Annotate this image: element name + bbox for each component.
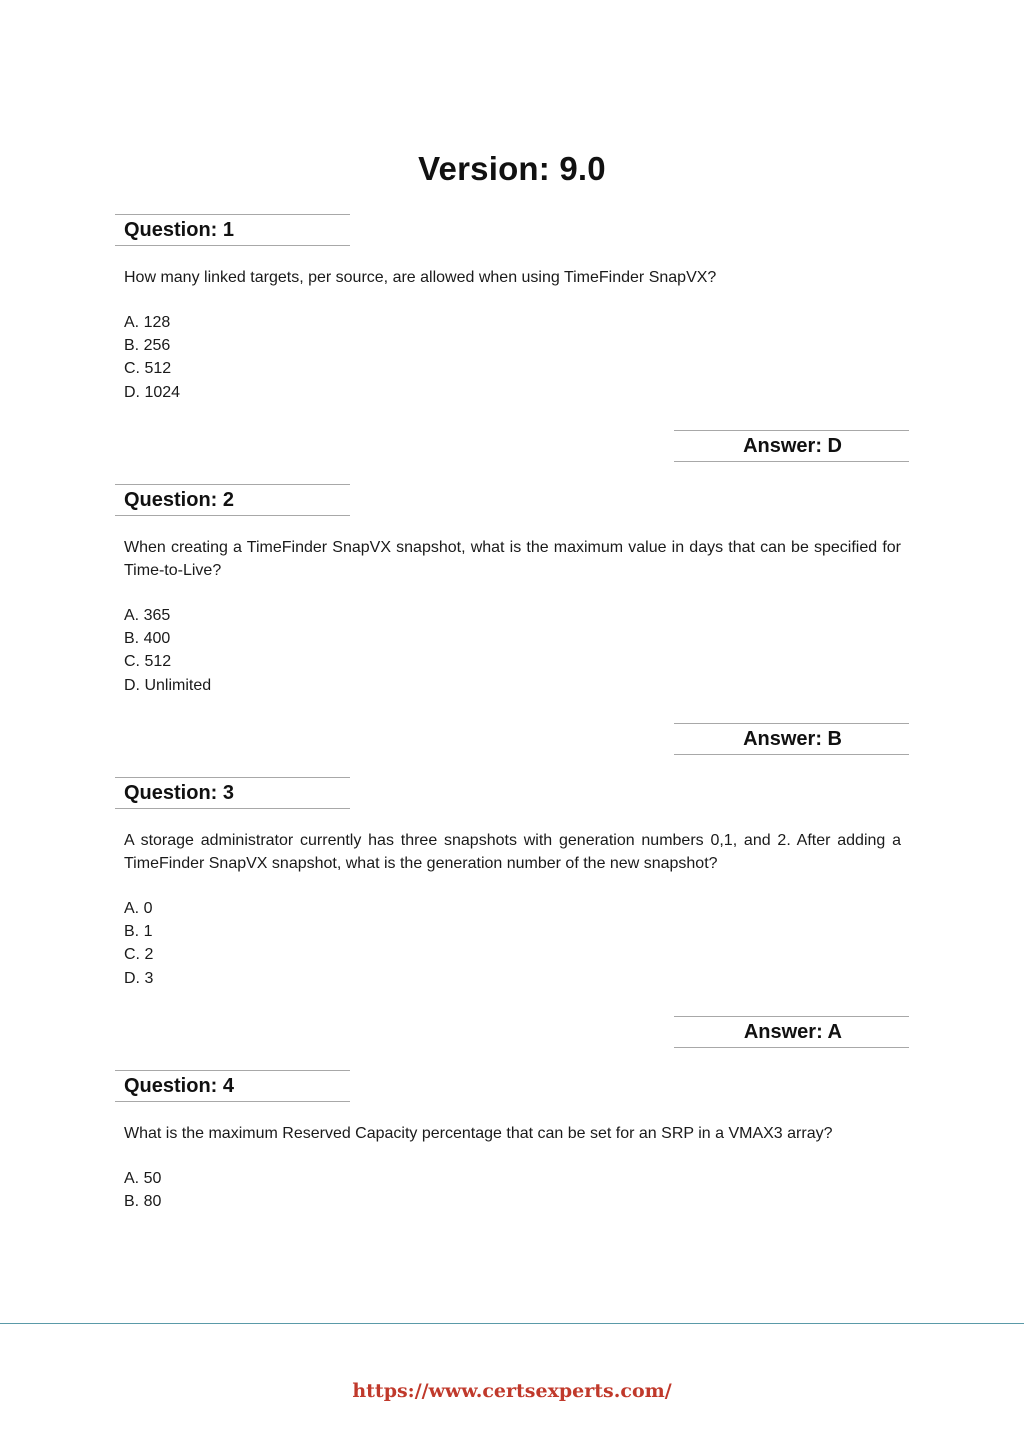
option: A. 365 — [124, 607, 171, 624]
question-2-header — [115, 484, 350, 516]
question-3-header — [115, 777, 350, 809]
answer-3-header — [674, 1016, 909, 1048]
question-2-options — [124, 604, 211, 697]
option: A. 128 — [124, 314, 171, 331]
question-1-options — [124, 311, 180, 404]
question-2-label: Question: 2 — [124, 489, 235, 511]
question-4-options — [124, 1167, 161, 1213]
option: D. 3 — [124, 969, 154, 987]
option: C. 2 — [124, 946, 154, 964]
option: C. 512 — [124, 360, 172, 378]
option: A. 50 — [124, 1170, 162, 1187]
version-title: Version: 9.0 — [418, 150, 606, 187]
question-3-text: A storage administrator currently has three snapshots with generation numbers 0,1, and 2. After adding a TimeFinder SnapVX snapshot, what is the generation number of the new snapshot? — [124, 832, 901, 872]
question-1-text: How many linked targets, per source, are allowed when using TimeFinder SnapVX? — [124, 269, 717, 286]
answer-2-header — [674, 723, 909, 755]
answer-3-label: Answer: A — [743, 1021, 842, 1043]
question-4-text: What is the maximum Reserved Capacity percentage that can be set for an SRP in a VMAX3 array? — [124, 1125, 833, 1142]
option: B. 400 — [124, 630, 171, 648]
answer-1-header — [674, 430, 909, 462]
option: B. 80 — [124, 1193, 162, 1211]
answer-1-label: Answer: D — [743, 435, 842, 457]
footer-divider — [0, 1323, 1024, 1324]
question-1-label: Question: 1 — [124, 219, 235, 241]
option: C. 512 — [124, 653, 172, 671]
option: D. Unlimited — [124, 676, 212, 694]
option: B. 256 — [124, 337, 171, 355]
option: D. 1024 — [124, 383, 181, 401]
question-2-text: When creating a TimeFinder SnapVX snapshot, what is the maximum value in days that can be specified for Time-to-Live? — [124, 539, 901, 579]
footer-url-link[interactable]: https://www.certsexperts.com/ — [352, 1380, 672, 1402]
option: A. 0 — [124, 900, 153, 917]
answer-2-label: Answer: B — [743, 728, 842, 750]
option: B. 1 — [124, 923, 153, 941]
question-3-options — [124, 897, 153, 990]
question-1-header — [115, 214, 350, 246]
question-4-header — [115, 1070, 350, 1102]
question-4-label: Question: 4 — [124, 1075, 235, 1097]
question-3-label: Question: 3 — [124, 782, 235, 804]
